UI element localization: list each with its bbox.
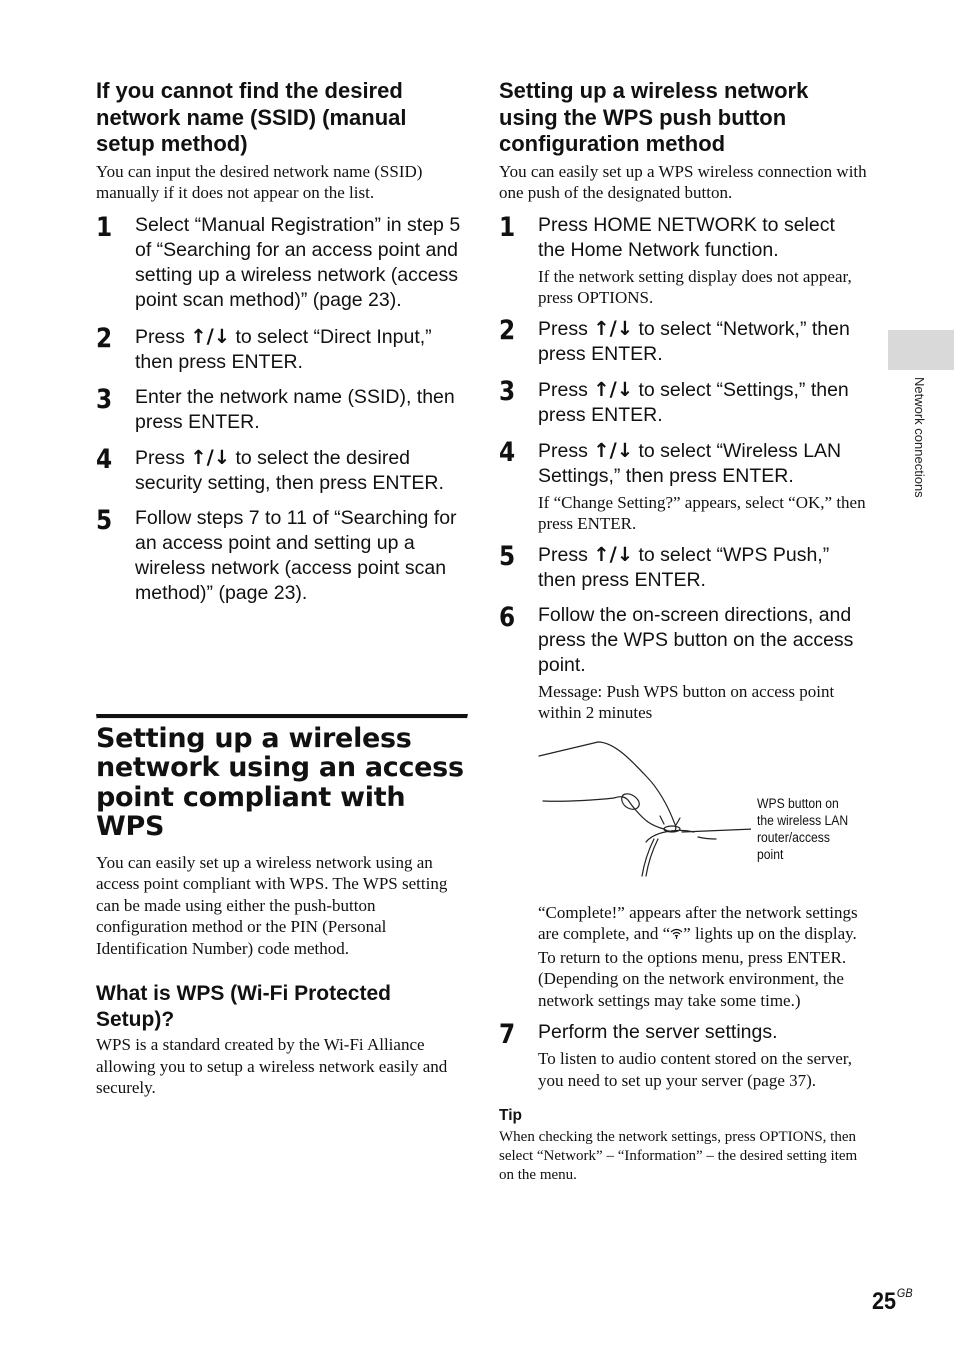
step-number: 1	[499, 211, 516, 243]
tip-label: Tip	[499, 1107, 522, 1124]
left-step-5	[96, 506, 468, 606]
step-text: Press ↑/↓ to select “Direct Input,” then press ENTER.	[135, 324, 432, 373]
right-step-5	[499, 542, 867, 593]
step-text: Select “Manual Registration” in step 5 of “Searching for an access point and setting up a wireless network (access point scan method)” (page 23).	[135, 213, 461, 311]
step-text: Press ↑/↓ to select “Settings,” then press ENTER.	[538, 377, 849, 426]
what-is-wps-text: WPS is a standard created by the Wi-Fi Alliance allowing you to setup a wireless network easily and securely.	[96, 1035, 448, 1097]
right-column	[499, 78, 867, 1185]
step-number: 5	[96, 504, 113, 536]
step-number: 4	[96, 443, 113, 475]
step-note: To listen to audio content stored on the server, you need to set up your server (page 37).	[538, 1049, 852, 1090]
left-step-3	[96, 385, 468, 435]
figure-caption: WPS button on the wireless LAN router/access point	[757, 796, 849, 862]
up-down-arrow-icon: ↑/↓	[593, 438, 634, 462]
wps-section-heading: Setting up a wireless network using an access point compliant with WPS	[96, 722, 464, 842]
wps-section-intro: You can easily set up a wireless network using an access point compliant with WPS. The WPS setting can be made using either the push-button configuration method or the PIN (Personal Identification Number) code method.	[96, 852, 448, 958]
complete-note: “Complete!” appears after the network settings are complete, and “ ” lights up on the display. To return to the options menu, press ENTER. (Depending on the network environment, the network settings may take some time.)	[538, 902, 858, 1010]
step-text: Press HOME NETWORK to select the Home Network function.	[538, 213, 835, 261]
step-text: Follow the on-screen directions, and press the WPS button on the access point.	[538, 603, 854, 676]
step-number: 3	[96, 383, 113, 415]
section-tab	[888, 330, 954, 370]
step-text: Press ↑/↓ to select the desired security setting, then press ENTER.	[135, 445, 444, 494]
step-number: 6	[499, 601, 516, 633]
left-column	[96, 78, 468, 1099]
step-note: If the network setting display does not appear, press OPTIONS.	[538, 266, 852, 307]
up-down-arrow-icon: ↑/↓	[190, 445, 231, 469]
right-step-4	[499, 438, 867, 535]
up-down-arrow-icon: ↑/↓	[593, 377, 634, 401]
step-text: Perform the server settings.	[538, 1021, 778, 1043]
page-suffix: GB	[896, 1286, 913, 1300]
page-number: $25^{GB}$	[872, 1286, 913, 1315]
wps-push-heading: Setting up a wireless network using the WPS push button configuration method	[499, 78, 809, 156]
section-side-label	[888, 377, 954, 537]
step-text: Enter the network name (SSID), then press ENTER.	[135, 385, 455, 433]
step-text: Press ↑/↓ to select “Wireless LAN Settings,” then press ENTER.	[538, 438, 842, 487]
up-down-arrow-icon: ↑/↓	[593, 316, 634, 340]
wireless-signal-icon	[670, 928, 683, 943]
left-step-4	[96, 445, 468, 496]
right-step-7	[499, 1020, 867, 1091]
hand-pressing-button-icon	[536, 736, 751, 882]
step-number: 5	[499, 540, 516, 572]
manual-setup-intro: You can input the desired network name (SSID) manually if it does not appear on the list.	[96, 161, 423, 202]
complete-note-block	[499, 902, 867, 1012]
wps-button-illustration	[536, 736, 866, 882]
tip-text: When checking the network settings, press OPTIONS, then select “Network” – “Information” – the desired setting item on the menu.	[499, 1129, 858, 1183]
left-step-1	[96, 213, 468, 313]
step-number: 4	[499, 436, 516, 468]
right-step-6	[499, 603, 867, 724]
step-number: 1	[96, 211, 113, 243]
step-number: 2	[499, 314, 516, 346]
step-note: If “Change Setting?” appears, select “OK,” then press ENTER.	[538, 492, 866, 533]
right-step-1	[499, 213, 867, 309]
step-number: 3	[499, 375, 516, 407]
step-text: Follow steps 7 to 11 of “Searching for an access point and setting up a wireless network (access point scan method)” (page 23).	[135, 506, 457, 604]
step-text: Press ↑/↓ to select “WPS Push,” then press ENTER.	[538, 542, 830, 591]
left-step-2	[96, 324, 468, 375]
right-step-2	[499, 316, 867, 367]
wps-push-intro: You can easily set up a WPS wireless connection with one push of the designated button.	[499, 161, 867, 202]
up-down-arrow-icon: ↑/↓	[593, 542, 634, 566]
step-text: Press ↑/↓ to select “Network,” then press ENTER.	[538, 316, 850, 365]
up-down-arrow-icon: ↑/↓	[190, 324, 231, 348]
manual-setup-heading: If you cannot find the desired network name (SSID) (manual setup method)	[96, 78, 407, 156]
right-step-3	[499, 377, 867, 428]
side-label-text: Network connections	[912, 377, 927, 498]
section-divider	[96, 714, 468, 719]
step-note: Message: Push WPS button on access point within 2 minutes	[538, 681, 835, 722]
step-number: 2	[96, 322, 113, 354]
what-is-wps-heading: What is WPS (Wi-Fi Protected Setup)?	[96, 982, 391, 1031]
step-number: 7	[499, 1019, 516, 1050]
